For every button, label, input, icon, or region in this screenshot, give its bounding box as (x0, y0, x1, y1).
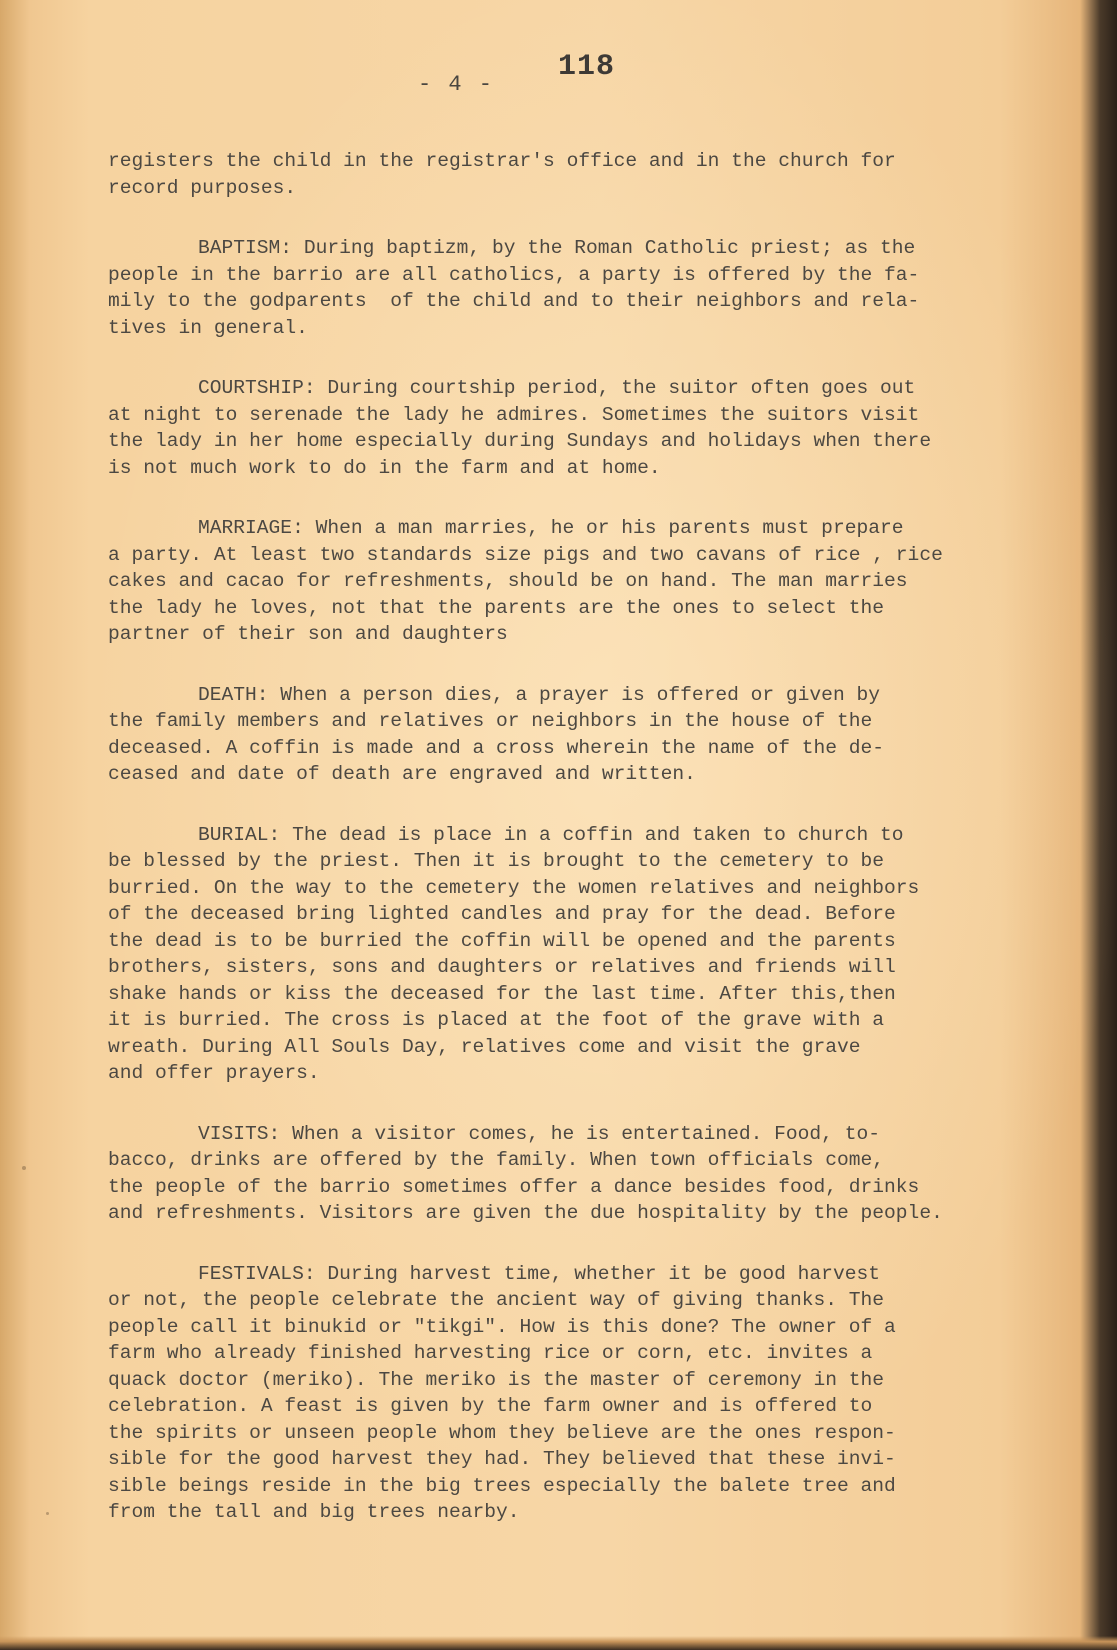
text-line: at night to serenade the lady he admires. Sometimes the suitors visit (108, 403, 920, 426)
text-line: brothers, sisters, sons and daughters or relatives and friends will (108, 956, 896, 978)
text-line: be blessed by the priest. Then it is brought to the cemetery to be (108, 850, 885, 872)
text-line: deceased. A coffin is made and a cross wherein the name of the de- (108, 736, 885, 759)
text-line: bacco, drinks are offered by the family. When town officials come, (108, 1149, 885, 1171)
text-line: and refreshments. Visitors are given the due hospitality by the people. (108, 1202, 943, 1224)
text-line: wreath. During All Souls Day, relatives come and visit the grave (108, 1035, 861, 1058)
text-line: record purposes. (108, 176, 297, 199)
text-line: it is burried. The cross is placed at the foot of the grave with a (108, 1009, 885, 1031)
text-line: DEATH: When a person dies, a prayer is offered or given by (198, 683, 880, 706)
text-line: from the tall and big trees nearby. (108, 1501, 520, 1523)
text-line: ceased and date of death are engraved and written. (108, 763, 696, 785)
text-line: people call it binukid or "tikgi". How is this done? The owner of a (108, 1315, 896, 1338)
page-number: 118 (558, 50, 616, 84)
text-line: sible for the good harvest they had. They believed that these invi- (108, 1448, 896, 1470)
paragraph-courtship (108, 375, 1028, 481)
text-line: the people of the barrio sometimes offer a dance besides food, drinks (108, 1175, 920, 1198)
text-line: the dead is to be burried the coffin will be opened and the parents (108, 929, 896, 952)
text-line: of the deceased bring lighted candles and pray for the dead. Before (108, 903, 896, 925)
text-line: the lady in her home especially during Sundays and holidays when there (108, 430, 932, 452)
paragraph-death (108, 682, 1028, 788)
paragraph-baptism (108, 235, 1028, 341)
text-line: is not much work to do in the farm and at home. (108, 456, 661, 479)
paragraph-continuation (108, 148, 1028, 201)
text-line: sible beings reside in the big trees especially the balete tree and (108, 1474, 896, 1497)
text-line: cakes and cacao for refreshments, should be on hand. The man marries (108, 570, 908, 592)
page-marker: - 4 - (418, 72, 495, 97)
text-line: burried. On the way to the cemetery the women relatives and neighbors (108, 876, 920, 899)
text-line: the lady he loves, not that the parents are the ones to select the (108, 596, 885, 619)
paper-speck (46, 1512, 49, 1515)
text-line: BURIAL: The dead is place in a coffin and taken to church to (198, 823, 904, 846)
paper-speck (22, 1166, 26, 1170)
text-line: a party. At least two standards size pigs and two cavans of rice , rice (108, 543, 943, 566)
text-line: quack doctor (meriko). The meriko is the master of ceremony in the (108, 1368, 885, 1391)
text-line: VISITS: When a visitor comes, he is entertained. Food, to- (198, 1122, 880, 1145)
paragraph-marriage (108, 515, 1028, 648)
text-line: COURTSHIP: During courtship period, the suitor often goes out (198, 377, 916, 399)
text-line: celebration. A feast is given by the farm owner and is offered to (108, 1395, 873, 1417)
text-line: MARRIAGE: When a man marries, he or his parents must prepare (198, 517, 904, 539)
paragraph-visits (108, 1121, 1028, 1227)
text-line: and offer prayers. (108, 1062, 320, 1084)
paragraph-burial (108, 822, 1028, 1087)
text-line: the spirits or unseen people whom they believe are the ones respon- (108, 1421, 896, 1444)
text-line: tives in general. (108, 316, 308, 339)
text-line: farm who already finished harvesting rice or corn, etc. invites a (108, 1342, 873, 1364)
text-line: BAPTISM: During baptizm, by the Roman Catholic priest; as the (198, 237, 916, 259)
text-line: or not, the people celebrate the ancient way of giving thanks. The (108, 1289, 885, 1311)
text-line: the family members and relatives or neighbors in the house of the (108, 710, 873, 732)
text-line: people in the barrio are all catholics, a party is offered by the fa- (108, 263, 920, 286)
paragraph-festivals (108, 1261, 1028, 1526)
paper-speck (540, 1044, 542, 1046)
text-line: registers the child in the registrar's office and in the church for (108, 150, 896, 172)
text-line: shake hands or kiss the deceased for the last time. After this,then (108, 982, 896, 1005)
document-body (108, 148, 1028, 1560)
text-line: partner of their son and daughters (108, 623, 508, 645)
text-line: FESTIVALS: During harvest time, whether it be good harvest (198, 1262, 880, 1285)
text-line: mily to the godparents of the child and to their neighbors and rela- (108, 290, 920, 312)
